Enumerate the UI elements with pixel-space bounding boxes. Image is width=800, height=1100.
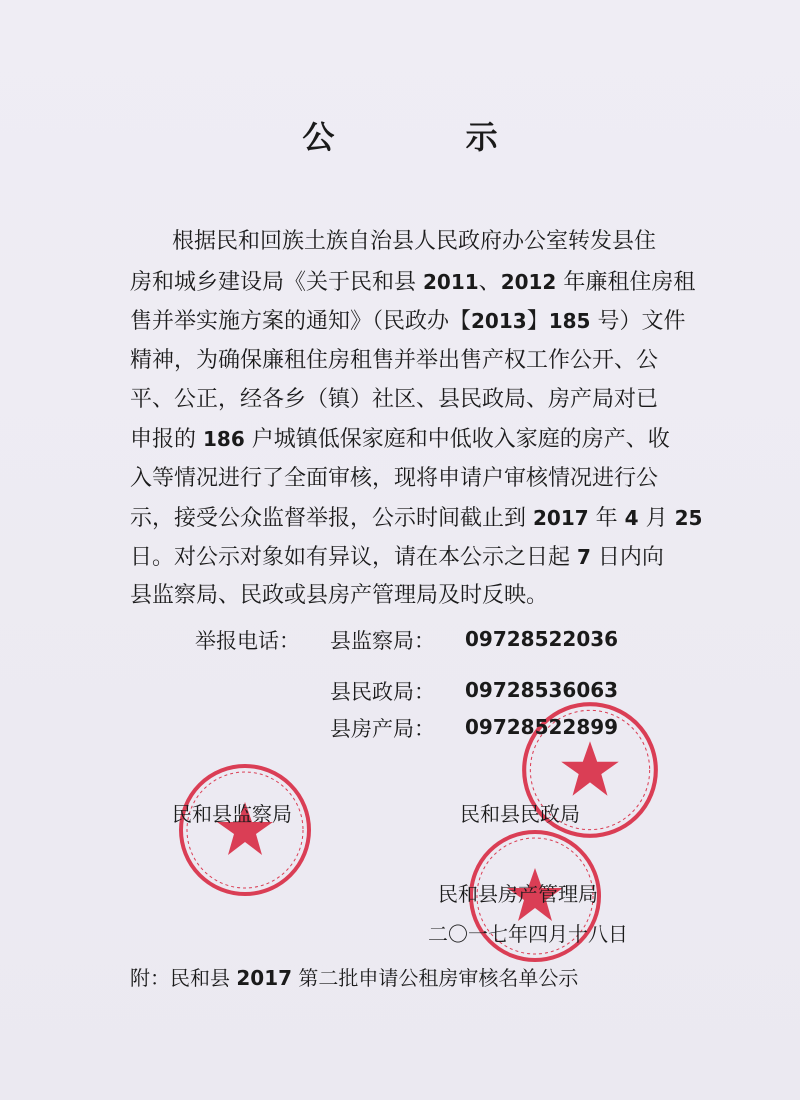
signature-date: 二〇一七年四月十八日 <box>428 922 628 946</box>
attachment-rest: 第二批申请公租房审核名单公示 <box>292 966 579 990</box>
body-text-segment: 2011 <box>423 270 479 294</box>
body-text-segment: 】 <box>526 309 549 334</box>
body-text-segment: 日内向 <box>590 545 664 570</box>
body-line <box>130 465 658 493</box>
body-line <box>130 268 695 297</box>
body-text-segment: 平、公正，经各乡（镇）社区、县民政局、房产局对已 <box>130 387 659 412</box>
body-text-segment: 申报的 <box>130 427 203 452</box>
body-text-segment: 入等情况进行了全面审核，现将申请户审核情况进行公 <box>130 466 659 491</box>
body-text-segment: 年 <box>588 506 625 531</box>
hotline-agency: 县房产局： <box>330 717 435 741</box>
body-text-segment: 185 <box>548 309 591 333</box>
attachment-note <box>130 962 578 991</box>
hotline-phone: 09728522036 <box>465 627 619 651</box>
hotline-agency: 县监察局： <box>330 629 435 653</box>
body-text-segment: 7 <box>577 545 591 569</box>
body-text-segment: 2012 <box>500 270 557 294</box>
hotline-label: 举报电话： <box>195 629 300 653</box>
hotline-phone: 09728522899 <box>465 715 619 739</box>
body-line <box>130 582 548 610</box>
attachment-year: 2017 <box>236 966 293 990</box>
signature-housing: 民和县房产管理局 <box>438 882 598 906</box>
body-text-segment: 2017 <box>533 506 589 530</box>
body-text-segment: 、 <box>478 270 501 295</box>
body-line <box>172 228 656 256</box>
body-line <box>130 347 658 375</box>
body-text-segment: 186 <box>203 427 245 451</box>
body-text-segment: 示，接受公众监督举报，公示时间截止到 <box>130 506 533 531</box>
body-text-segment: 精神，为确保廉租住房租售并举出售产权工作公开、公 <box>130 348 659 373</box>
hotline-agency: 县民政局： <box>330 680 435 704</box>
body-text-segment: 4 <box>624 506 639 530</box>
body-text-segment: 售并举实施方案的通知》（民政办【 <box>130 309 472 334</box>
body-text-segment: 房和城乡建设局《关于民和县 <box>130 270 423 295</box>
signature-supervision: 民和县监察局 <box>172 802 292 826</box>
body-text-segment: 县监察局、民政或县房产管理局及时反映。 <box>130 583 549 608</box>
body-line <box>130 543 664 572</box>
body-line <box>130 425 670 454</box>
body-line <box>130 504 702 533</box>
body-text-segment: 25 <box>674 506 703 530</box>
page-title: 公 示 <box>302 118 558 156</box>
signature-civil-affairs: 民和县民政局 <box>460 802 580 826</box>
attachment-prefix: 附：民和县 <box>130 966 237 990</box>
body-line <box>130 386 658 414</box>
stamp-supervision <box>175 760 315 900</box>
body-text-segment: 2013 <box>471 309 527 333</box>
body-text-segment: 户城镇低保家庭和中低收入家庭的房产、收 <box>244 427 670 452</box>
body-text-segment: 年廉租住房租 <box>556 270 696 295</box>
body-text-segment: 根据民和回族土族自治县人民政府办公室转发县住 <box>172 229 657 254</box>
star-icon <box>561 741 619 796</box>
body-text-segment: 日。对公示对象如有异议，请在本公示之日起 <box>130 545 577 570</box>
body-text-segment: 月 <box>638 506 675 531</box>
body-line <box>130 307 685 336</box>
hotline-phone: 09728536063 <box>465 678 619 702</box>
body-text-segment: 号）文件 <box>590 309 686 334</box>
